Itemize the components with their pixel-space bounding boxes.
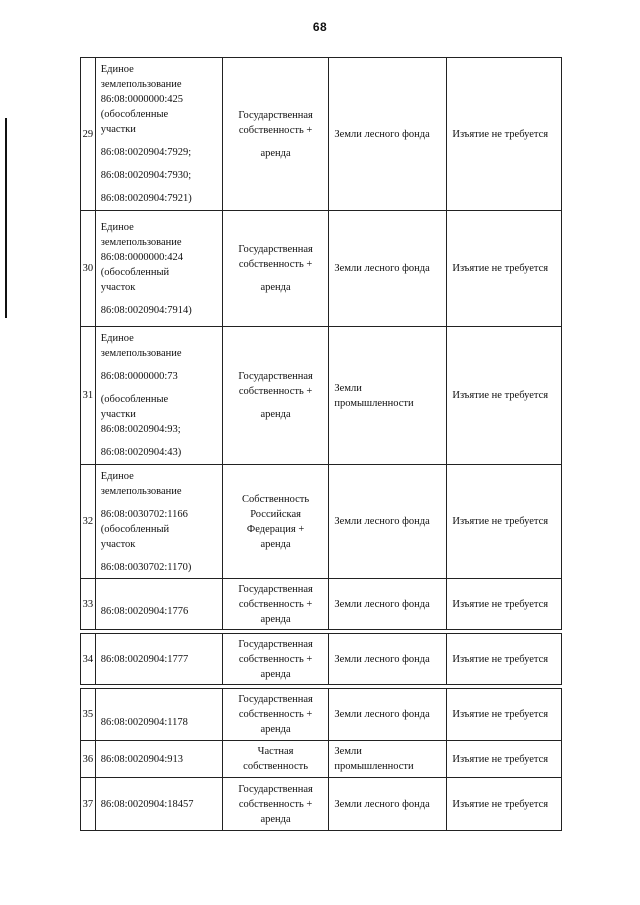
table-row	[81, 778, 562, 831]
land-object-cell	[95, 634, 222, 685]
ownership-line: собственность +	[238, 709, 313, 720]
ownership-line: собственность +	[238, 386, 313, 397]
land-category: Земли лесного фонда	[334, 653, 430, 665]
object-line: Единое	[100, 470, 134, 482]
ownership-line: Государственная	[238, 109, 313, 121]
land-object-cell	[95, 465, 222, 579]
seizure-cell	[447, 778, 562, 831]
land-object-cell	[95, 327, 222, 465]
cadastral-number: 86:08:0020904:7929;	[100, 147, 192, 158]
land-object-cell	[95, 741, 222, 778]
ownership-line: Государственная	[238, 371, 313, 382]
land-object-cell	[95, 689, 222, 741]
seizure-cell	[447, 327, 562, 465]
ownership-line: Федерация +	[246, 523, 305, 535]
cadastral-number: 86:08:0020904:1777	[100, 653, 189, 665]
ownership-cell	[222, 327, 329, 465]
cadastral-number: 86:08:0020904:93;	[100, 424, 181, 435]
land-category: Земли лесного фонда	[334, 598, 430, 610]
table-row	[81, 579, 562, 630]
cadastral-number: 86:08:0000000:424	[100, 251, 183, 263]
object-line: участки	[100, 409, 136, 420]
row-number: 34	[81, 634, 96, 685]
land-category: Земли лесного фонда	[334, 798, 430, 810]
land-category: Земли промышленности	[334, 382, 414, 409]
ownership-cell	[222, 778, 329, 831]
object-line: (обособленные	[100, 109, 169, 120]
land-plots-table	[80, 57, 562, 831]
land-category: Земли лесного фонда	[334, 516, 430, 527]
row-number: 36	[81, 741, 96, 778]
seizure-cell	[447, 579, 562, 630]
cadastral-number: 86:08:0030702:1166	[100, 508, 188, 520]
cadastral-number: 86:08:0020904:913	[100, 753, 183, 765]
cadastral-number: 86:08:0020904:7930;	[100, 170, 192, 181]
ownership-line: аренда	[260, 147, 291, 159]
ownership-line: Государственная	[238, 583, 313, 595]
ownership-line: Частная	[257, 746, 294, 757]
ownership-line: аренда	[260, 813, 291, 825]
land-category: Земли лесного фонда	[334, 128, 430, 140]
table-row	[81, 58, 562, 211]
ownership-line: аренда	[260, 409, 291, 420]
object-line: (обособленный	[100, 266, 170, 278]
ownership-cell	[222, 465, 329, 579]
object-line: участок	[100, 538, 136, 550]
seizure-cell	[447, 689, 562, 741]
table-row	[81, 689, 562, 741]
page-number: 68	[312, 20, 328, 34]
ownership-line: собственность +	[238, 653, 313, 665]
table-body	[81, 58, 562, 831]
seizure-status: Изъятие не требуется	[452, 263, 549, 274]
ownership-line: Государственная	[238, 694, 313, 705]
object-line: участки	[100, 124, 136, 135]
object-line: (обособленные	[100, 394, 169, 405]
object-line: землепользование	[100, 485, 182, 497]
seizure-status: Изъятие не требуется	[452, 128, 549, 140]
ownership-line: Собственность	[241, 493, 310, 505]
ownership-cell	[222, 211, 329, 327]
seizure-cell	[447, 211, 562, 327]
ownership-line: аренда	[260, 724, 291, 735]
table-row	[81, 211, 562, 327]
land-category-cell	[329, 58, 447, 211]
cadastral-number: 86:08:0000000:73	[100, 371, 178, 382]
ownership-line: Государственная	[238, 783, 313, 795]
cadastral-number: 86:08:0020904:1776	[100, 606, 189, 617]
land-category: Земли промышленности	[334, 746, 414, 772]
land-category-cell	[329, 327, 447, 465]
object-line: (обособленный	[100, 523, 170, 535]
ownership-line: аренда	[260, 282, 291, 293]
seizure-cell	[447, 741, 562, 778]
ownership-cell	[222, 741, 329, 778]
ownership-cell	[222, 634, 329, 685]
ownership-line: собственность +	[238, 259, 313, 270]
cadastral-number: 86:08:0020904:1178	[100, 717, 188, 728]
object-line: землепользование	[100, 348, 182, 359]
row-number: 35	[81, 689, 96, 741]
cadastral-number: 86:08:0000000:425	[100, 94, 183, 105]
seizure-status: Изъятие не требуется	[452, 653, 549, 665]
ownership-line: аренда	[260, 668, 291, 680]
ownership-line: собственность +	[238, 598, 313, 610]
object-line: землепользование	[100, 236, 182, 248]
seizure-status: Изъятие не требуется	[452, 709, 549, 720]
object-line: землепользование	[100, 79, 182, 90]
land-category-cell	[329, 689, 447, 741]
margin-line	[5, 118, 7, 318]
ownership-line: аренда	[260, 538, 291, 550]
seizure-status: Изъятие не требуется	[452, 390, 549, 401]
ownership-cell	[222, 579, 329, 630]
table-row	[81, 634, 562, 685]
land-category-cell	[329, 579, 447, 630]
cadastral-number: 86:08:0020904:7921)	[100, 193, 192, 204]
seizure-status: Изъятие не требуется	[452, 598, 549, 610]
land-category-cell	[329, 634, 447, 685]
seizure-cell	[447, 465, 562, 579]
ownership-line: аренда	[260, 613, 291, 625]
table-row	[81, 465, 562, 579]
land-object-cell	[95, 778, 222, 831]
ownership-line: собственность +	[238, 798, 313, 810]
seizure-cell	[447, 58, 562, 211]
land-object-cell	[95, 579, 222, 630]
ownership-line: Российская	[250, 508, 301, 520]
land-category-cell	[329, 778, 447, 831]
land-object-cell	[95, 211, 222, 327]
ownership-line: Государственная	[238, 638, 313, 650]
cadastral-number: 86:08:0020904:43)	[100, 447, 182, 458]
row-number: 37	[81, 778, 96, 831]
table-row	[81, 327, 562, 465]
row-number: 32	[81, 465, 96, 579]
row-number: 33	[81, 579, 96, 630]
ownership-cell	[222, 58, 329, 211]
cadastral-number: 86:08:0020904:18457	[100, 798, 194, 810]
land-object-cell	[95, 58, 222, 211]
object-line: Единое	[100, 333, 134, 344]
land-category-cell	[329, 465, 447, 579]
row-number: 29	[81, 58, 96, 211]
land-category-cell	[329, 211, 447, 327]
row-number: 30	[81, 211, 96, 327]
seizure-cell	[447, 634, 562, 685]
object-line: Единое	[100, 221, 134, 233]
ownership-line: собственность	[243, 761, 309, 772]
table-row	[81, 741, 562, 778]
ownership-line: Государственная	[238, 244, 313, 255]
cadastral-number: 86:08:0030702:1170)	[100, 561, 192, 573]
seizure-status: Изъятие не требуется	[452, 798, 549, 810]
land-category-cell	[329, 741, 447, 778]
ownership-cell	[222, 689, 329, 741]
row-number: 31	[81, 327, 96, 465]
seizure-status: Изъятие не требуется	[452, 516, 549, 527]
object-line: участок	[100, 281, 136, 293]
object-line: Единое	[100, 64, 134, 75]
land-category: Земли лесного фонда	[334, 263, 430, 274]
cadastral-number: 86:08:0020904:7914)	[100, 304, 192, 316]
land-category: Земли лесного фонда	[334, 709, 430, 720]
seizure-status: Изъятие не требуется	[452, 753, 549, 765]
ownership-line: собственность +	[238, 124, 313, 136]
